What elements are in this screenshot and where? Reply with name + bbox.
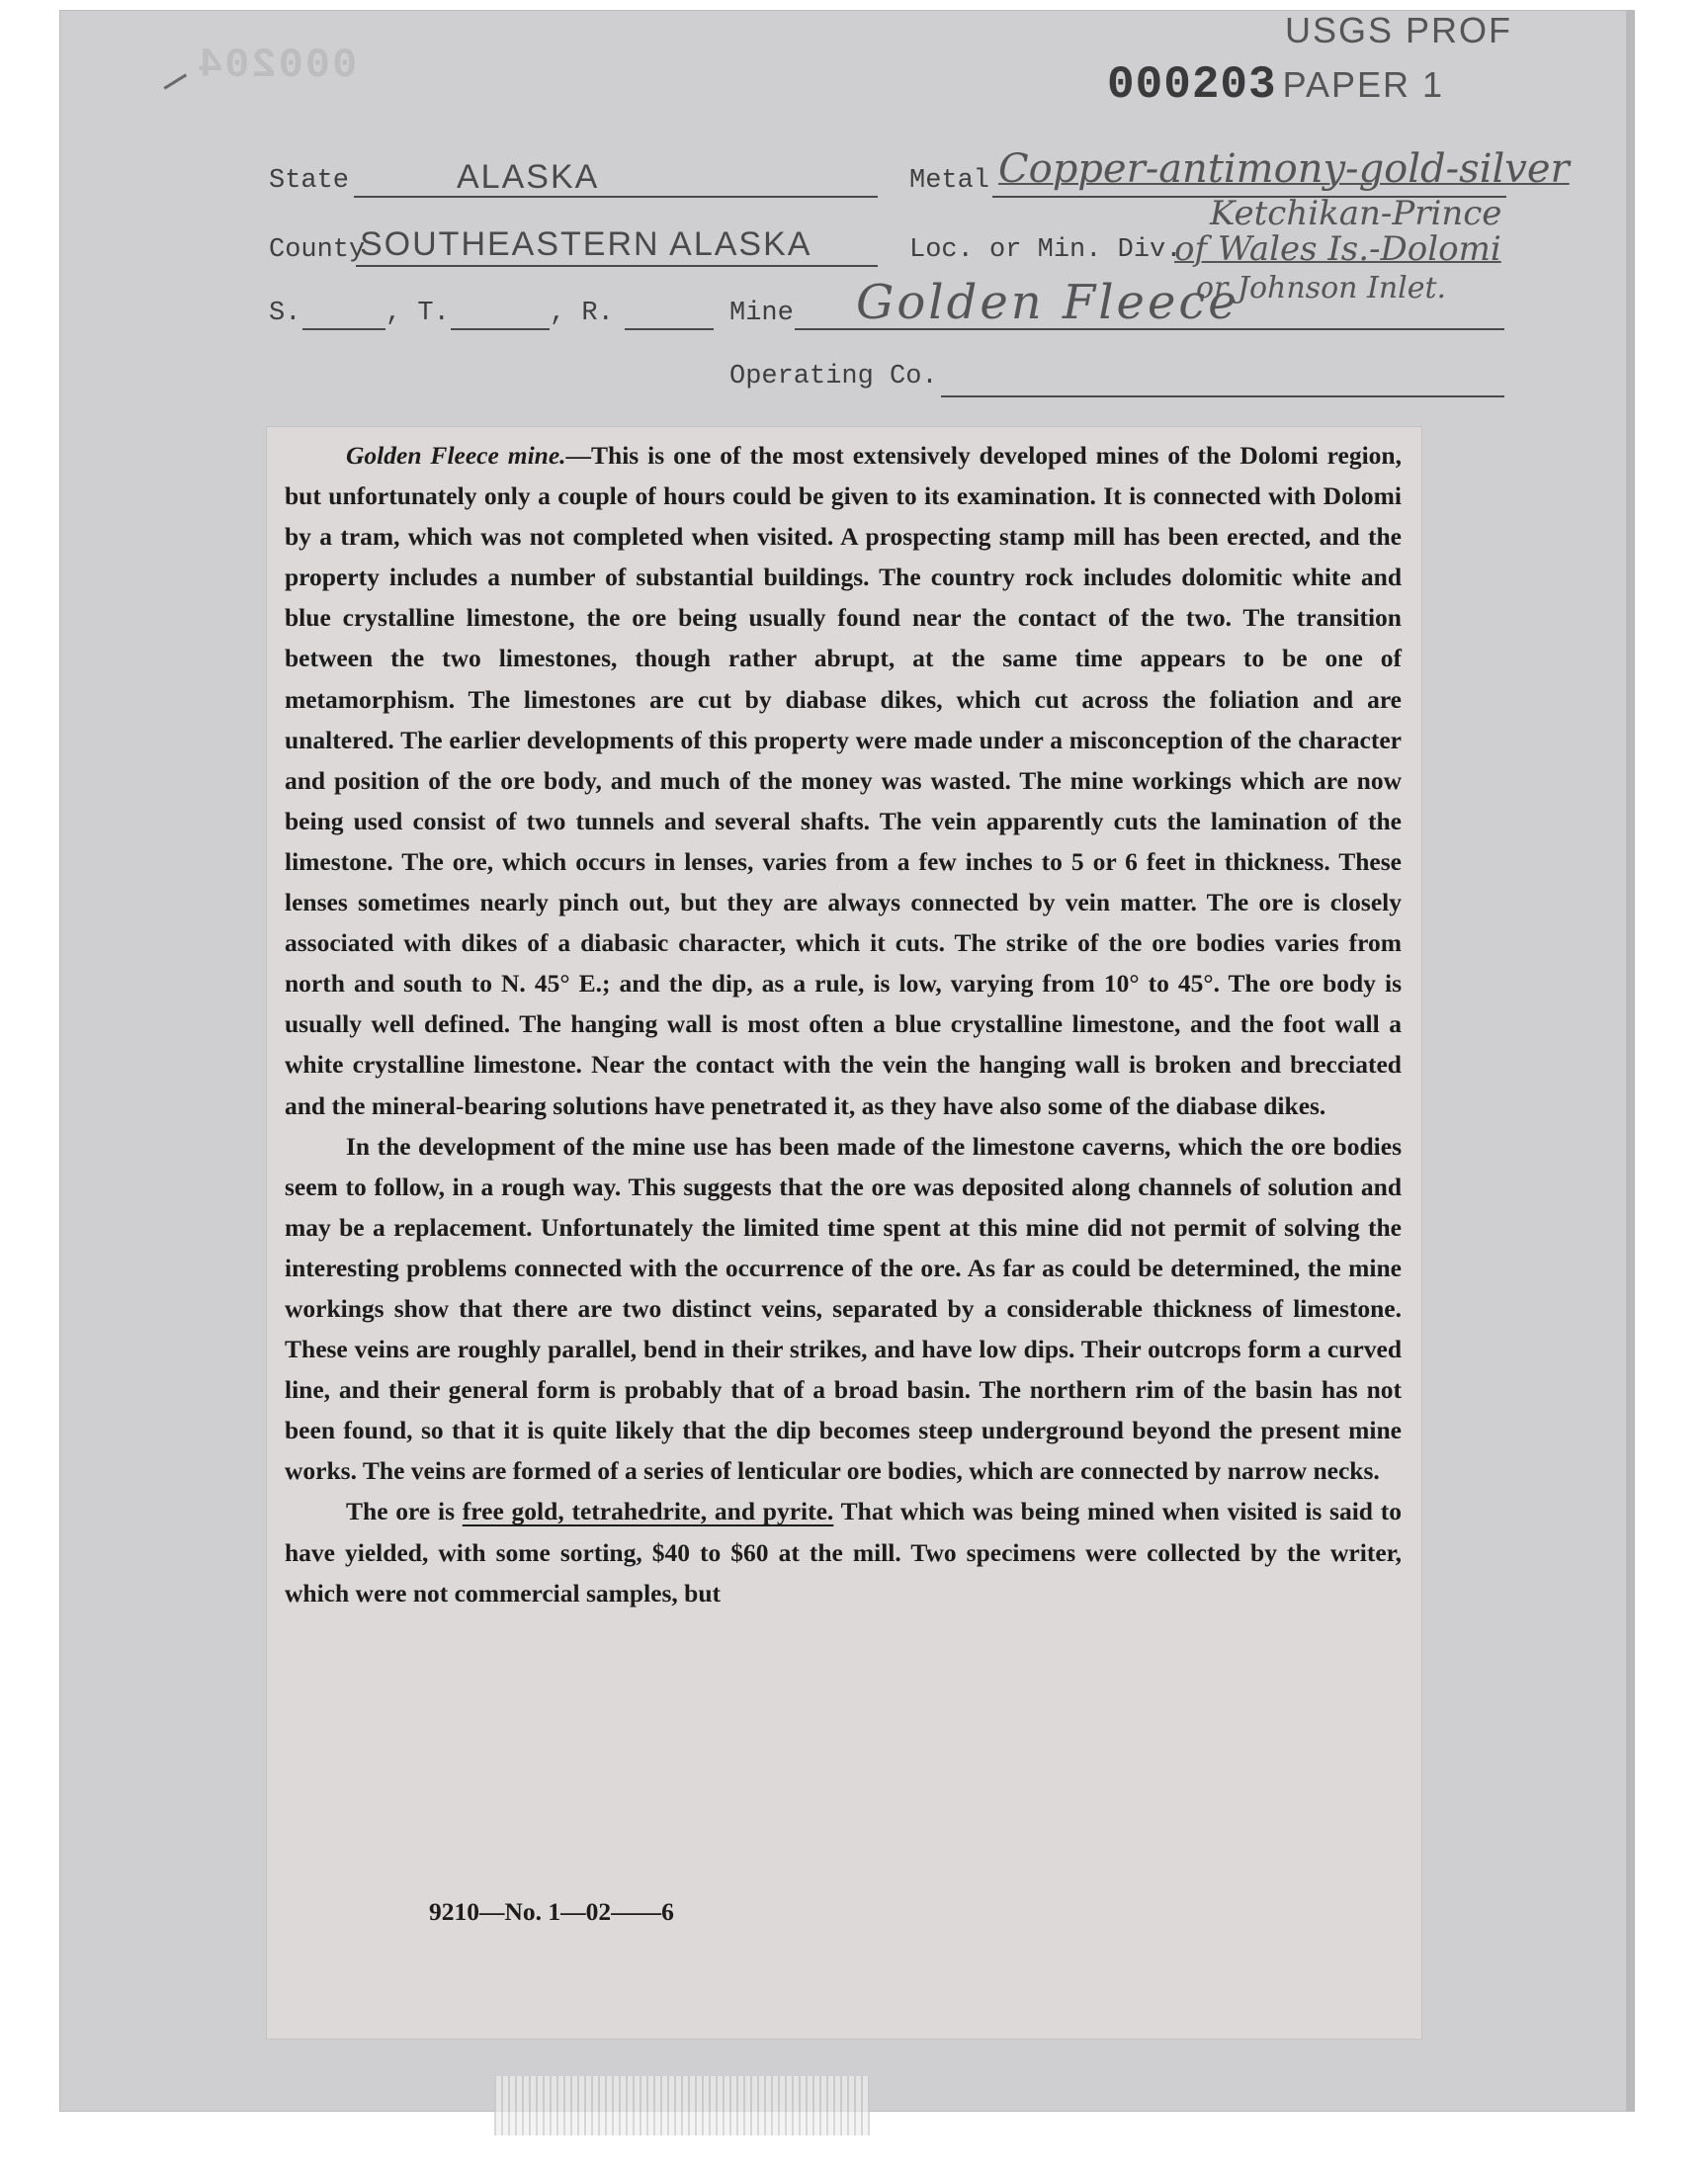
- mine-heading: Golden Fleece mine.: [346, 441, 566, 470]
- operating-co-label: Operating Co.: [729, 362, 938, 392]
- township-label: , T.: [385, 299, 450, 328]
- section-label: S.: [269, 299, 301, 328]
- paragraph-2: In the development of the mine use has been made of the limestone caverns, which the ore bodies seem to follow, in a rough way. This suggests that the ore was deposited along channels of solution and may be a replacement. Unfortunately the limited time spent at this mine did not permit of solving the interesting problems connected with the occurrence of the ore. As far as could be determined, the mine workings show that there are two distinct veins, separated by a considerable thickness of limestone. These veins are roughly parallel, bend in their strikes, and have low dips. Their outcrops form a curved line, and their general form is probably that of a broad basin. The northern rim of the basin has not been found, so that it is quite likely that the dip becomes steep underground beyond the present mine works. The veins are formed of a series of lenticular ore bodies, which are connected by narrow necks.: [285, 1131, 1402, 1486]
- paragraph-1-text: This is one of the most extensively developed mines of the Dolomi region, but unfortunately only a couple of hours could be given to its examination. It is connected with Dolomi by a tram, which was not completed when visited. A prospecting stamp mill has been erected, and the property includes a number of substantial buildings. The country rock includes dolomitic white and blue crystalline limestone, the ore being usually found near the contact of the two. The transition between the two limestones, though rather abrupt, at the same time appears to be one of metamorphism. The limestones are cut by diabase dikes, which cut across the foliation and are unaltered. The earlier developments of this property were made under a misconception of the character and position of the ore body, and much of the money was wasted. The mine workings which are now being used consist of two tunnels and several shafts. The vein apparently cuts the lamination of the limestone. The ore, which occurs in lenses, varies from a few inches to 5 or 6 feet in thickness. These lenses sometimes nearly pinch out, but they are always connected by vein matter. The ore is closely associated with dikes of a diabasic character, which it cuts. The strike of the ore bodies varies from north and south to N. 45° E.; and the dip, as a rule, is low, varying from 10° to 45°. The ore body is usually well defined. The hanging wall is most often a blue crystalline limestone, and the foot wall a white crystalline limestone. Near the contact with the vein the hanging wall is broken and brecciated and the mineral-bearing solutions have penetrated it, as they have also some of the diabase dikes.: [285, 441, 1402, 1120]
- loc-value-line2: of Wales Is.-Dolomi: [1174, 229, 1501, 269]
- range-label: , R.: [550, 299, 614, 328]
- county-line: [356, 265, 878, 267]
- range-line: [625, 328, 714, 330]
- operating-co-line: [941, 395, 1504, 397]
- metal-label: Metal: [909, 166, 990, 196]
- state-value: ALASKA: [457, 158, 600, 196]
- paragraph-1: [285, 435, 1402, 1126]
- stamp-number: 000203: [1107, 59, 1277, 111]
- faded-stamp-number: 000204: [196, 42, 358, 89]
- section-line: [302, 328, 385, 330]
- state-line: [354, 196, 878, 198]
- ore-minerals-underlined: free gold, tetrahedrite, and pyrite.: [462, 1497, 834, 1526]
- paragraph-3: [285, 1491, 1402, 1612]
- county-label: County: [269, 235, 366, 265]
- report-clipping: [267, 427, 1421, 2039]
- scan-artifact: [494, 2076, 870, 2135]
- loc-value-line1: Ketchikan-Prince: [1210, 194, 1502, 233]
- mine-label: Mine: [729, 299, 794, 328]
- heading-dash: —: [565, 441, 592, 470]
- mine-value: Golden Fleece: [856, 275, 1239, 330]
- usgs-prof-label: USGS PROF: [1285, 10, 1513, 50]
- paragraph-3-rest: That which was being mined when visited is said to have yielded, with some sorting, $40 to $60 at the mill. Two specimens were collected by the writer, which were not commercial samples, but: [285, 1497, 1402, 1608]
- paper-label: PAPER 1: [1282, 64, 1445, 105]
- metal-value: Copper-antimony-gold-silver: [998, 146, 1570, 192]
- stamp-row: [1107, 59, 1444, 111]
- loc-value-line3: or Johnson Inlet.: [1196, 271, 1447, 305]
- county-value: SOUTHEASTERN ALASKA: [360, 225, 812, 263]
- loc-label: Loc. or Min. Div.: [909, 235, 1182, 265]
- township-line: [451, 328, 550, 330]
- print-signature: 9210—No. 1—02——6: [429, 1897, 674, 1926]
- card-edge: [1627, 10, 1635, 2112]
- paragraph-3-start: The ore is: [346, 1497, 463, 1526]
- state-label: State: [269, 166, 350, 196]
- clipping-body: [285, 435, 1402, 1613]
